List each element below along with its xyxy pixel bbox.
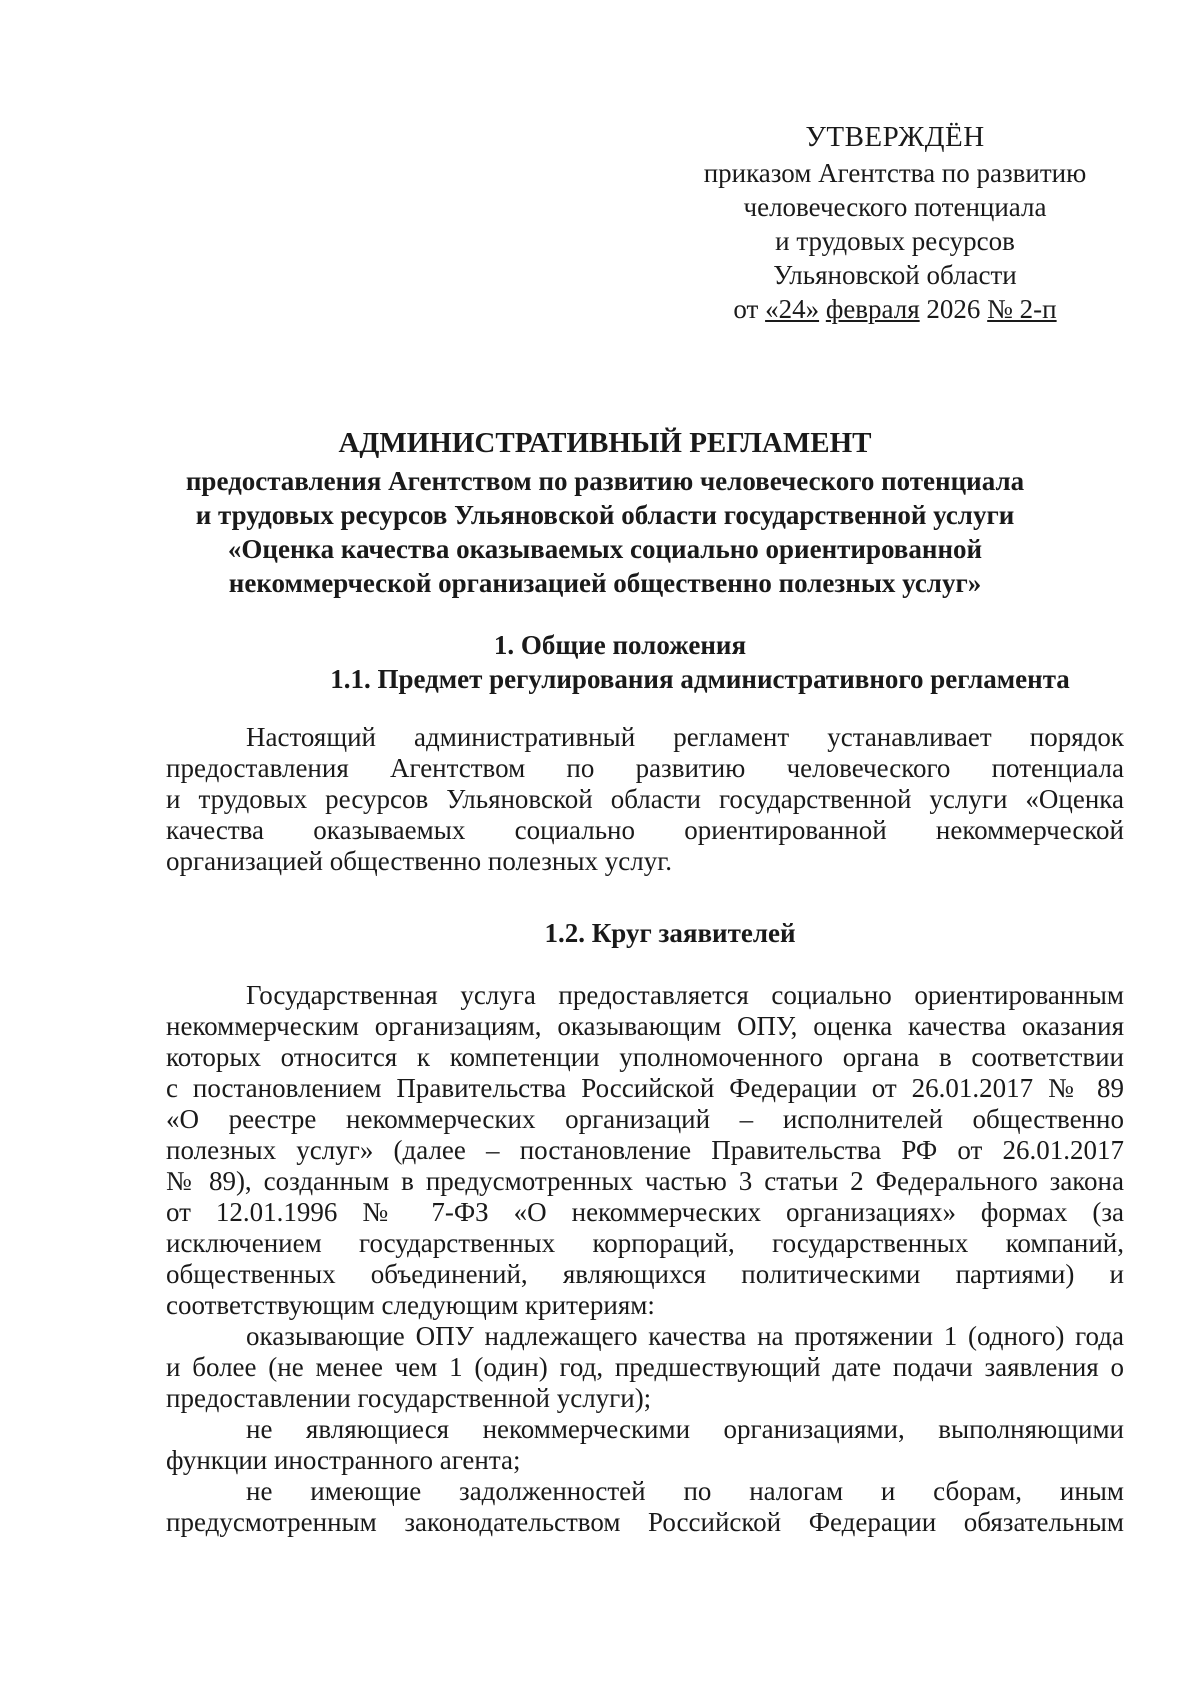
approval-line: человеческого потенциала bbox=[743, 192, 1047, 222]
approval-day: «24» bbox=[765, 294, 820, 324]
paragraph-line: Государственная услуга предоставляется социально ориентированным bbox=[246, 980, 1124, 1010]
paragraph-line: качества оказываемых социально ориентированной некоммерческой bbox=[166, 815, 1124, 845]
document-title-line: некоммерческой организацией общественно полезных услуг» bbox=[228, 568, 982, 598]
paragraph-line: исключением государственных корпораций, государственных компаний, bbox=[166, 1228, 1124, 1258]
paragraph-line: «О реестре некоммерческих организаций – исполнителей общественно bbox=[166, 1104, 1124, 1134]
paragraph-line: организацией общественно полезных услуг. bbox=[166, 846, 672, 876]
approval-date-prefix: от bbox=[733, 294, 759, 324]
paragraph-line: и трудовых ресурсов Ульяновской области государственной услуги «Оценка bbox=[166, 784, 1124, 814]
approval-title: УТВЕРЖДЁН bbox=[805, 121, 985, 153]
document-title-main: АДМИНИСТРАТИВНЫЙ РЕГЛАМЕНТ bbox=[338, 427, 872, 459]
document-title-line: и трудовых ресурсов Ульяновской области государственной услуги bbox=[195, 500, 1015, 530]
section-heading: 1.2. Круг заявителей bbox=[544, 918, 796, 948]
paragraph-line: некоммерческим организациям, оказывающим ОПУ, оценка качества оказания bbox=[166, 1011, 1124, 1041]
criterion-line: не являющиеся некоммерческими организациями, выполняющими bbox=[246, 1414, 1124, 1444]
approval-number: № 2-п bbox=[987, 294, 1057, 324]
approval-line: приказом Агентства по развитию bbox=[703, 158, 1087, 188]
criterion-line: предоставлении государственной услуги); bbox=[166, 1383, 652, 1413]
approval-line: Ульяновской области bbox=[773, 260, 1017, 290]
criterion-line: и более (не менее чем 1 (один) год, предшествующий дате подачи заявления о bbox=[166, 1352, 1124, 1382]
paragraph-line: от 12.01.1996 № 7-ФЗ «О некоммерческих организациях» формах (за bbox=[166, 1197, 1124, 1227]
approval-year: 2026 bbox=[926, 294, 981, 324]
paragraph-line: предоставления Агентством по развитию человеческого потенциала bbox=[166, 753, 1124, 783]
paragraph-line: которых относится к компетенции уполномоченного органа в соответствии bbox=[166, 1042, 1124, 1072]
criterion-line: оказывающие ОПУ надлежащего качества на протяжении 1 (одного) года bbox=[246, 1321, 1124, 1351]
paragraph-line: Настоящий административный регламент устанавливает порядок bbox=[246, 722, 1124, 752]
criterion-line: не имеющие задолженностей по налогам и сборам, иным bbox=[246, 1476, 1124, 1506]
section-subheading: 1.1. Предмет регулирования административного регламента bbox=[330, 664, 1070, 694]
approval-line: и трудовых ресурсов bbox=[775, 226, 1015, 256]
paragraph-line: общественных объединений, являющихся политическими партиями) и bbox=[166, 1259, 1124, 1289]
approval-date bbox=[660, 292, 1130, 326]
section-heading: 1. Общие положения bbox=[493, 630, 747, 660]
criterion-line: функции иностранного агента; bbox=[166, 1445, 521, 1475]
document-title bbox=[150, 426, 1060, 600]
paragraph-line: № 89), созданным в предусмотренных частью 3 статьи 2 Федерального закона bbox=[166, 1166, 1124, 1196]
approval-month: февраля bbox=[825, 294, 920, 324]
paragraph bbox=[166, 722, 1124, 877]
paragraph-line: соответствующим следующим критериям: bbox=[166, 1290, 655, 1320]
paragraph bbox=[166, 980, 1124, 1538]
paragraph-line: с постановлением Правительства Российской Федерации от 26.01.2017 № 89 bbox=[166, 1073, 1124, 1103]
paragraph-line: полезных услуг» (далее – постановление Правительства РФ от 26.01.2017 bbox=[166, 1135, 1124, 1165]
document-title-line: «Оценка качества оказываемых социально ориентированной bbox=[227, 534, 983, 564]
approval-block bbox=[660, 120, 1130, 326]
criterion-line: предусмотренным законодательством Российской Федерации обязательным bbox=[166, 1507, 1124, 1537]
document-title-line: предоставления Агентством по развитию человеческого потенциала bbox=[185, 466, 1025, 496]
